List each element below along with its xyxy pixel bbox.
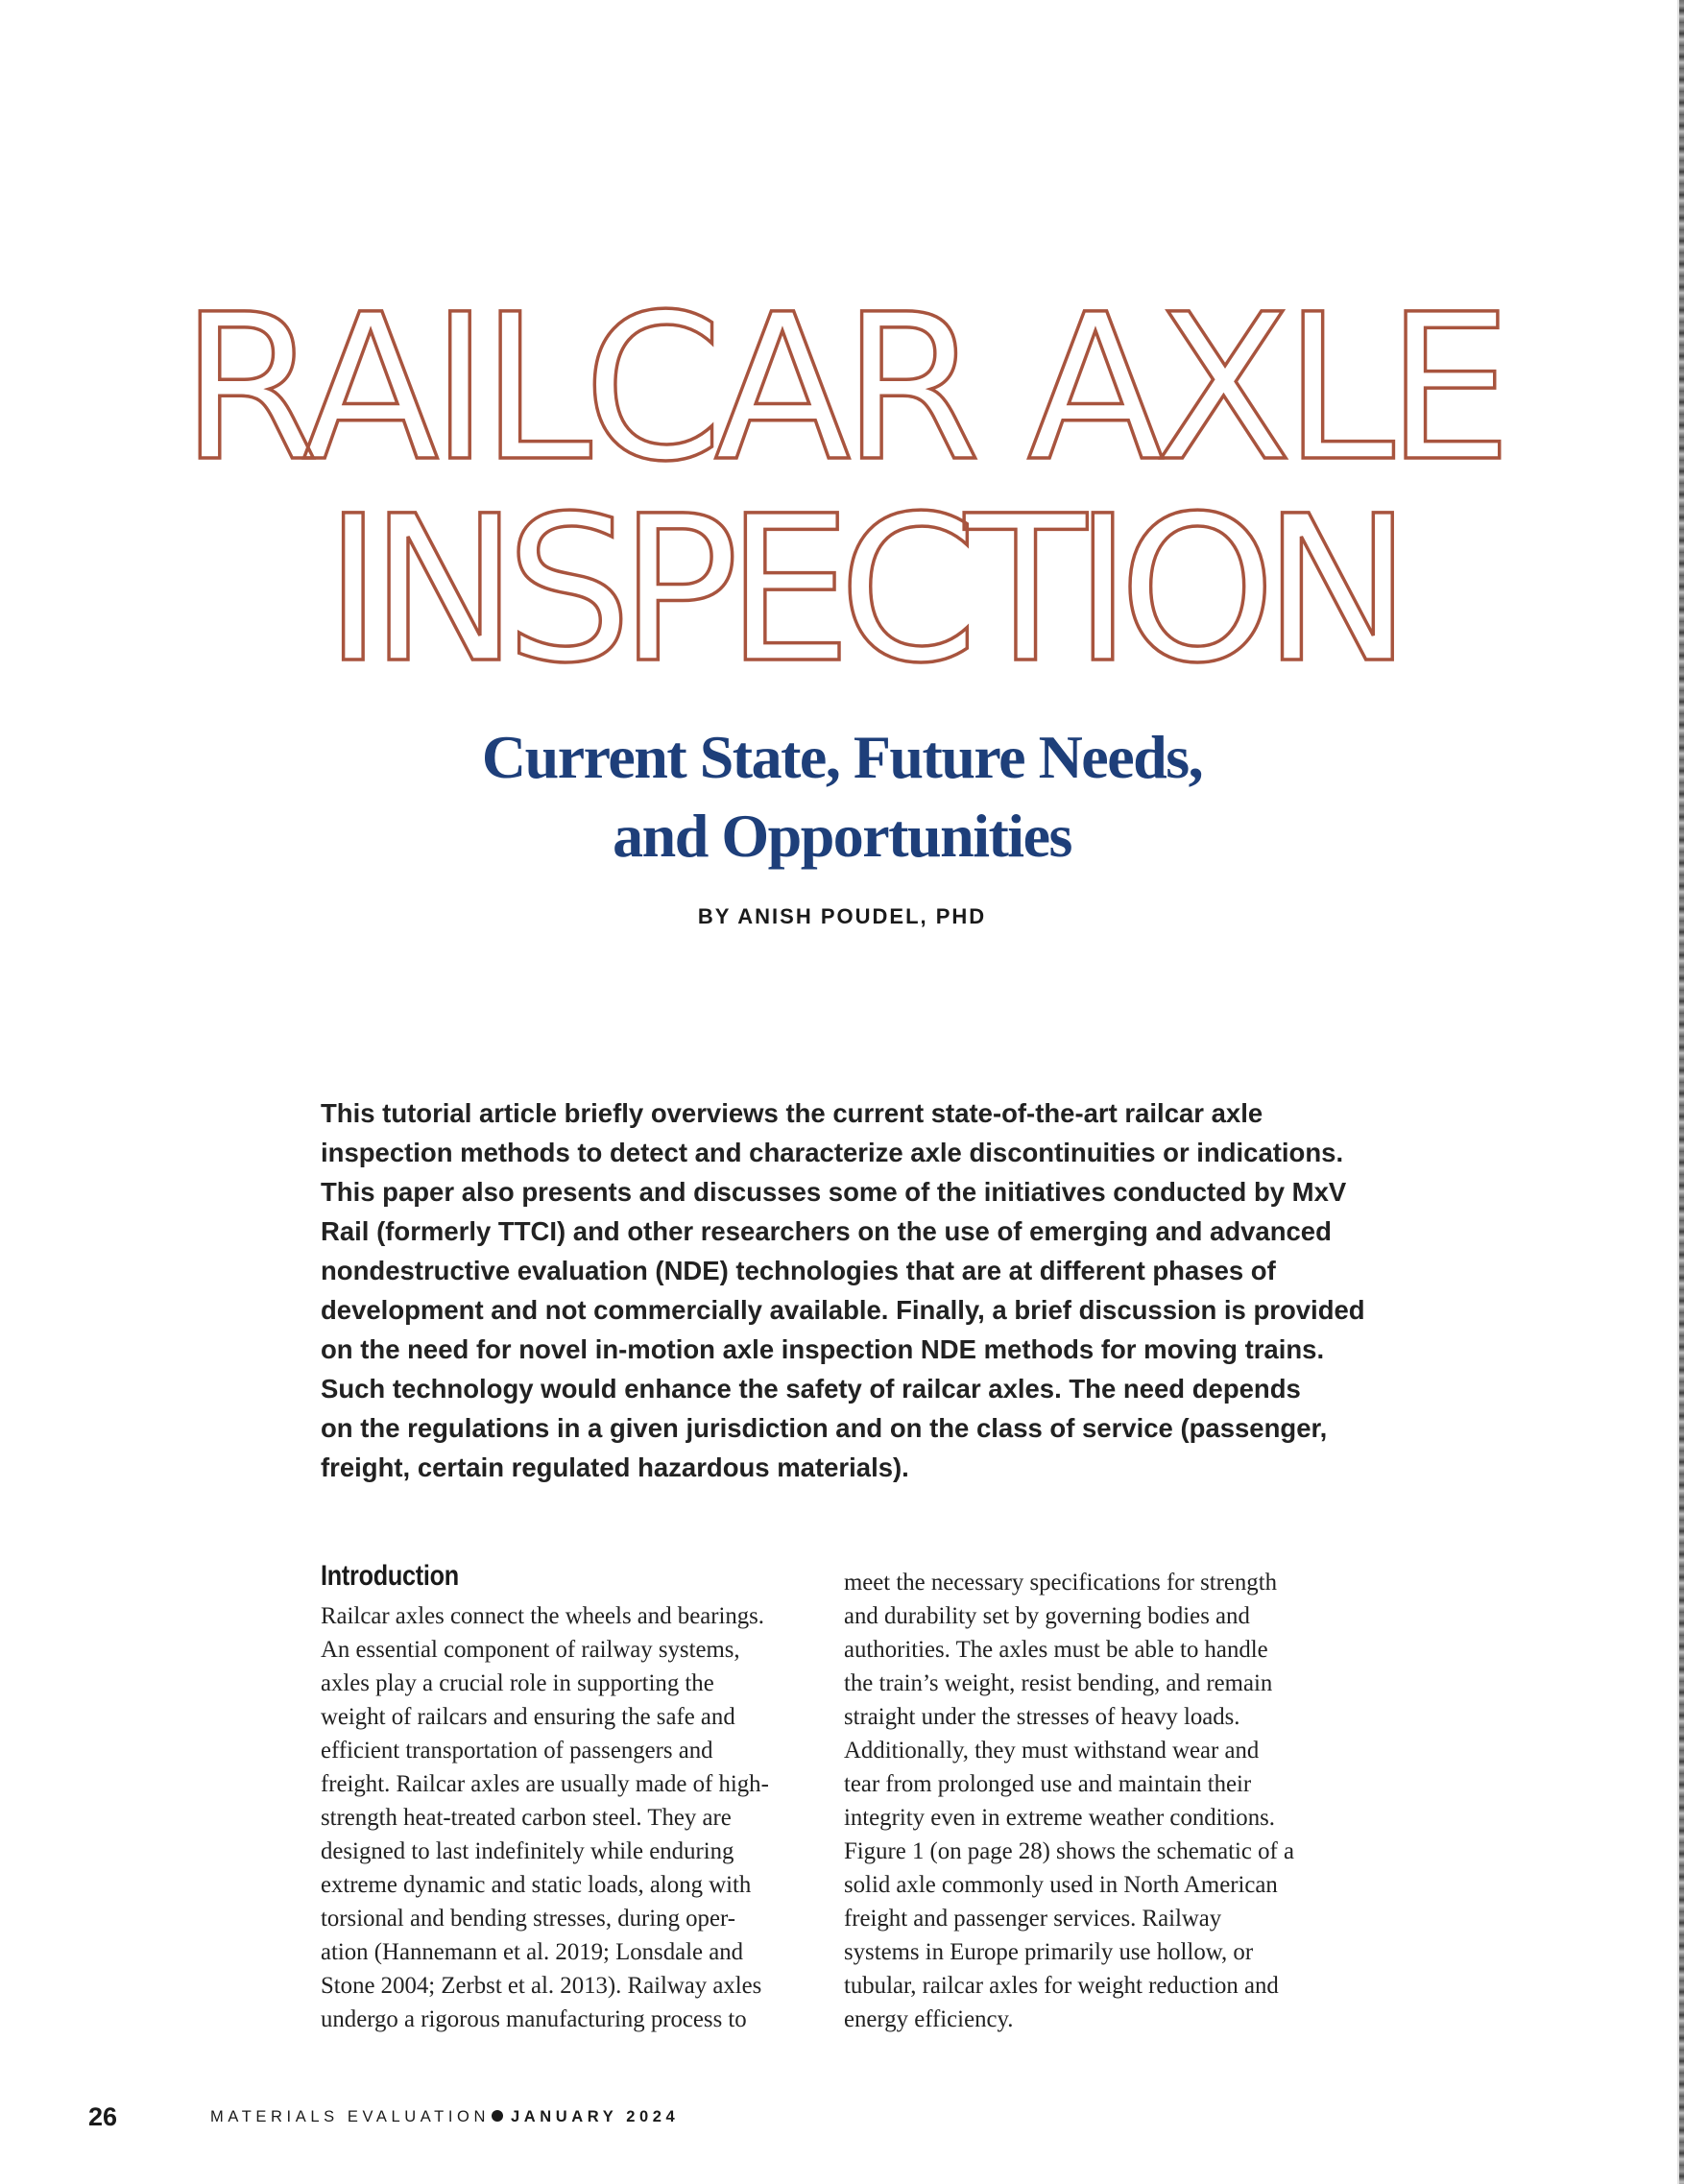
abstract-line: on the need for novel in-motion axle inspection NDE methods for moving trains. [321,1334,1325,1364]
page-edge-strip [1679,0,1684,2184]
body-line: Additionally, they must withstand wear and [844,1738,1260,1764]
article-title-line-1: RAILCAR AXLE [180,271,1504,506]
abstract-line: development and not commercially available. Finally, a brief discussion is provided [321,1295,1365,1325]
body-line: Railcar axles connect the wheels and bearings. [321,1603,764,1629]
body-line: extreme dynamic and static loads, along with [321,1872,752,1898]
page-footer [0,2102,1684,2131]
body-column-left [321,1599,820,2036]
article-title-line-2: INSPECTION [324,472,1399,708]
body-line: weight of railcars and ensuring the safe and [321,1704,735,1730]
abstract-line: Such technology would enhance the safety of railcar axles. The need depends [321,1374,1301,1404]
body-line: torsional and bending stresses, during oper- [321,1906,735,1932]
page-number: 26 [88,2102,118,2131]
body-line: ation (Hannemann et al. 2019; Lonsdale and [321,1939,744,1965]
body-line: tubular, railcar axles for weight reduction and [844,1973,1279,1999]
body-line: strength heat-treated carbon steel. They are [321,1805,732,1831]
body-line: straight under the stresses of heavy loads. [844,1704,1240,1730]
body-line: meet the necessary specifications for strength [844,1570,1277,1596]
body-line: and durability set by governing bodies and [844,1603,1250,1629]
body-line: freight. Railcar axles are usually made of high- [321,1771,769,1797]
abstract-line: freight, certain regulated hazardous materials). [321,1452,909,1482]
abstract-line: This tutorial article briefly overviews the current state-of-the-art railcar axle [321,1098,1263,1128]
body-column-right [844,1566,1343,2036]
article-subtitle-line-1: Current State, Future Needs, [481,723,1203,791]
body-line: designed to last indefinitely while enduring [321,1838,734,1864]
body-line: the train’s weight, resist bending, and remain [844,1670,1273,1696]
abstract [321,1093,1365,1487]
body-line: undergo a rigorous manufacturing process to [321,2006,747,2032]
body-line: energy efficiency. [844,2006,1014,2032]
body-line: Stone 2004; Zerbst et al. 2013). Railway axles [321,1973,762,1999]
abstract-line: This paper also presents and discusses some of the initiatives conducted by MxV [321,1177,1347,1207]
body-line: axles play a crucial role in supporting the [321,1670,714,1696]
abstract-line: inspection methods to detect and characterize axle discontinuities or indications. [321,1138,1344,1167]
bullet-separator-icon [492,2110,503,2122]
body-line: efficient transportation of passengers and [321,1738,713,1764]
abstract-line: Rail (formerly TTCI) and other researchers on the use of emerging and advanced [321,1216,1332,1246]
article-subtitle-line-2: and Opportunities [613,802,1071,870]
author-byline: BY ANISH POUDEL, PHD [697,904,987,928]
journal-info [210,2107,679,2126]
issue-date: JANUARY 2024 [510,2108,680,2125]
abstract-line: on the regulations in a given jurisdiction and on the class of service (passenger, [321,1413,1328,1443]
body-line: authorities. The axles must be able to handle [844,1637,1268,1663]
body-line: tear from prolonged use and maintain their [844,1771,1252,1797]
section-heading-introduction: Introduction [321,1560,459,1592]
body-line: systems in Europe primarily use hollow, or [844,1939,1254,1965]
body-line: An essential component of railway systems, [321,1637,740,1663]
abstract-line: nondestructive evaluation (NDE) technologies that are at different phases of [321,1256,1276,1285]
body-line: solid axle commonly used in North American [844,1872,1278,1898]
body-line: freight and passenger services. Railway [844,1906,1222,1932]
body-line: Figure 1 (on page 28) shows the schematic of a [844,1838,1294,1864]
body-line: integrity even in extreme weather conditions. [844,1805,1275,1831]
page-edge-shadow [1677,0,1679,2184]
journal-name: MATERIALS EVALUATION [210,2108,490,2125]
